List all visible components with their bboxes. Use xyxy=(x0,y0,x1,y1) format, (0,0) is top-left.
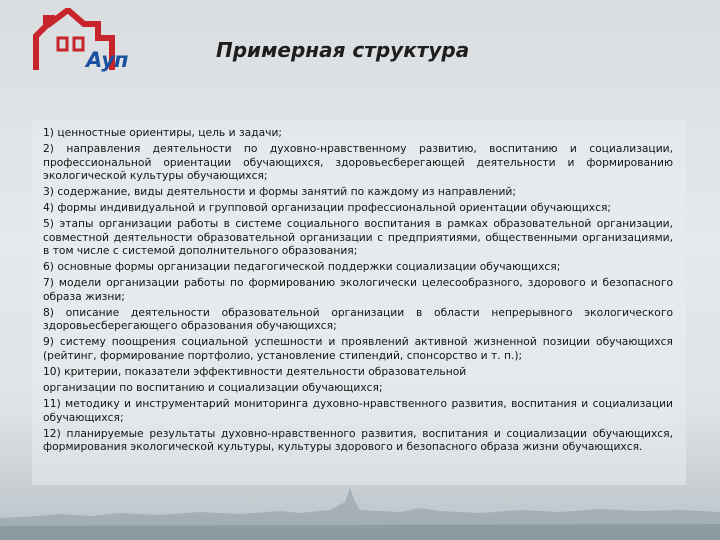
list-item: 2) направления деятельности по духовно-нравственному развитию, воспитанию и социализации, профессиональной ориентации обучающихся, здоровьесберегающей деятельности и формированию экологической культуры обучающихся; xyxy=(43,141,673,183)
logo xyxy=(28,8,138,83)
logo-text: Ауп xyxy=(86,48,128,72)
list-item: 4) формы индивидуальной и групповой организации профессиональной ориентации обучающихся; xyxy=(43,201,612,215)
list-item: организации по воспитанию и социализации обучающихся; xyxy=(43,381,383,394)
list-item: 12) планируемые результаты духовно-нравственного развития, воспитания и социализации обучающихся, формирования экологической культуры, культуры здорового и безопасного образа жизни обучающихся. xyxy=(43,426,673,454)
list-item: 1) ценностные ориентиры, цель и задачи; xyxy=(43,126,283,139)
list-item: 5) этапы организации работы в системе социального воспитания в рамках образовательной организации, совместной деятельности образовательной организации с предприятиями, общественными организациями, в том числе с системой дополнительного образования; xyxy=(43,217,673,258)
structure-list xyxy=(43,126,673,456)
list-item: 9) систему поощрения социальной успешности и проявлений активной жизненной позиции обучающихся (рейтинг, формирование портфолио, установление стипендий, спонсорство и т. п.); xyxy=(43,335,673,363)
city-skyline-background xyxy=(0,480,720,540)
list-item: 11) методику и инструментарий мониторинга духовно-нравственного развития, воспитания и социализации обучающихся; xyxy=(43,396,673,424)
list-item: 8) описание деятельности образовательной организации в области непрерывного экологического здоровьесберегающего образования обучающихся; xyxy=(43,305,673,333)
list-item: 10) критерии, показатели эффективности деятельности образовательной xyxy=(43,365,467,379)
list-item: 3) содержание, виды деятельности и формы занятий по каждому из направлений; xyxy=(43,185,516,199)
list-item: 7) модели организации работы по формированию экологически целесообразного, здорового и безопасного образа жизни; xyxy=(43,276,673,303)
list-item: 6) основные формы организации педагогической поддержки социализации обучающихся; xyxy=(43,260,561,274)
slide-title: Примерная структура xyxy=(216,38,470,62)
